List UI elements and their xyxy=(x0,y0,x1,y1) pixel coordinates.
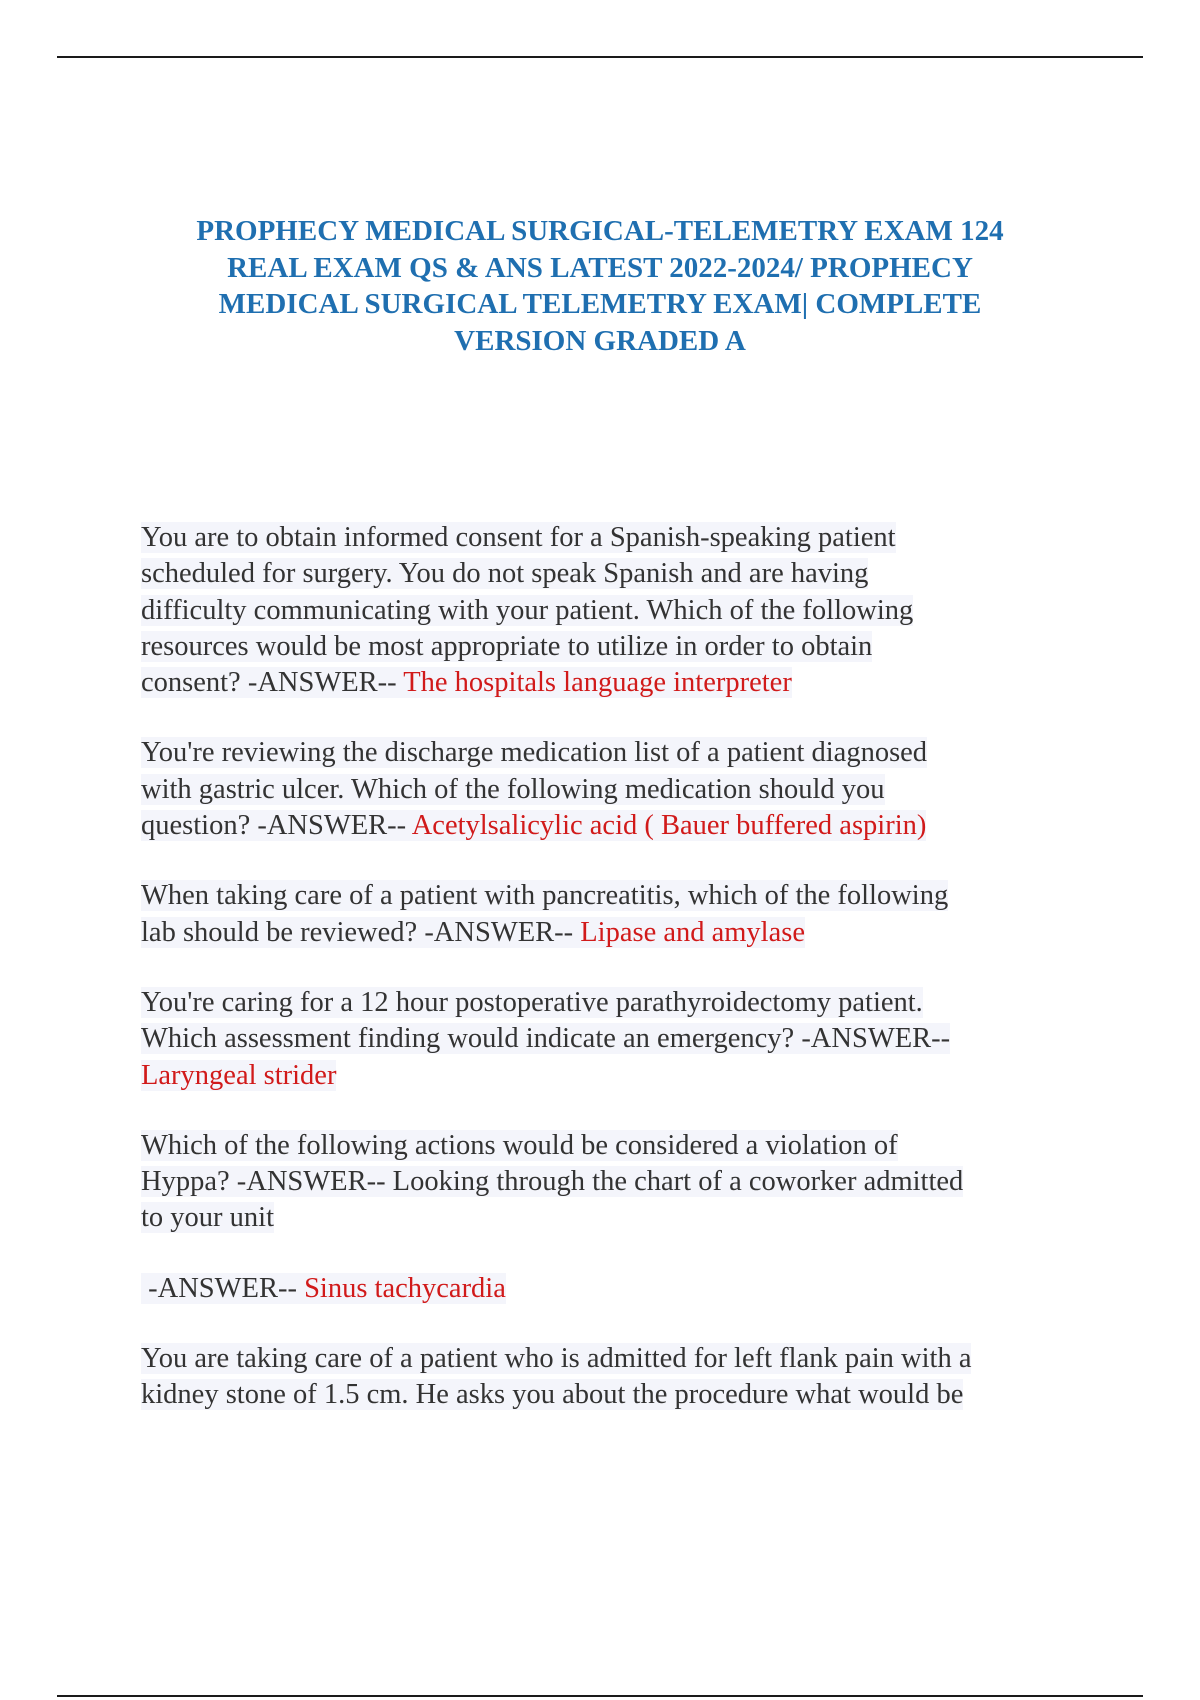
qa-item xyxy=(141,985,1081,1094)
qa-item xyxy=(141,1271,1081,1307)
question-line: Hyppa? -ANSWER-- Looking through the chart of a coworker admitted xyxy=(141,1166,964,1198)
question-line: kidney stone of 1.5 cm. He asks you about the procedure what would be xyxy=(141,1379,964,1411)
question-line: Which of the following actions would be considered a violation of xyxy=(141,1129,898,1161)
question-line: You are taking care of a patient who is admitted for left flank pain with a xyxy=(141,1343,972,1375)
question-line: resources would be most appropriate to utilize in order to obtain xyxy=(141,630,873,662)
title-line: MEDICAL SURGICAL TELEMETRY EXAM| COMPLETE xyxy=(218,288,982,320)
qa-item xyxy=(141,520,1081,701)
bottom-rule xyxy=(57,1695,1143,1697)
qa-item xyxy=(141,735,1081,844)
question-line: scheduled for surgery. You do not speak Spanish and are having xyxy=(141,558,869,590)
answer-text: Lipase and amylase xyxy=(580,916,805,948)
qa-item xyxy=(141,1341,1081,1414)
answer-text: The hospitals language interpreter xyxy=(403,667,792,699)
answer-prefix: question? -ANSWER-- xyxy=(141,810,412,842)
qa-item xyxy=(141,878,1081,951)
qa-item xyxy=(141,1128,1081,1237)
question-line: difficulty communicating with your patient. Which of the following xyxy=(141,594,914,626)
answer-prefix: lab should be reviewed? -ANSWER-- xyxy=(141,916,581,948)
question-line: Which assessment finding would indicate an emergency? -ANSWER-- xyxy=(141,1023,951,1055)
answer-prefix: consent? -ANSWER-- xyxy=(141,667,404,699)
qa-list xyxy=(141,520,1081,1448)
question-line: You're caring for a 12 hour postoperative parathyroidectomy patient. xyxy=(141,986,923,1018)
question-line: When taking care of a patient with pancreatitis, which of the following xyxy=(141,880,949,912)
top-rule xyxy=(57,56,1143,58)
question-line: to your unit xyxy=(141,1202,274,1234)
answer-text: Acetylsalicylic acid ( Bauer buffered aspirin) xyxy=(411,810,927,842)
answer-text: Laryngeal strider xyxy=(141,1059,337,1091)
answer-text: Sinus tachycardia xyxy=(304,1272,506,1304)
question-line: You are to obtain informed consent for a Spanish-speaking patient xyxy=(141,522,896,553)
title-line: VERSION GRADED A xyxy=(454,324,746,357)
title-line: REAL EXAM QS & ANS LATEST 2022-2024/ PROPHECY xyxy=(227,251,973,284)
title-line: PROPHECY MEDICAL SURGICAL-TELEMETRY EXAM 124 xyxy=(196,215,1004,247)
document-title xyxy=(120,213,1080,359)
question-line: with gastric ulcer. Which of the following medication should you xyxy=(141,773,885,805)
question-line: You're reviewing the discharge medication list of a patient diagnosed xyxy=(141,737,928,769)
answer-prefix: -ANSWER-- xyxy=(141,1272,305,1304)
